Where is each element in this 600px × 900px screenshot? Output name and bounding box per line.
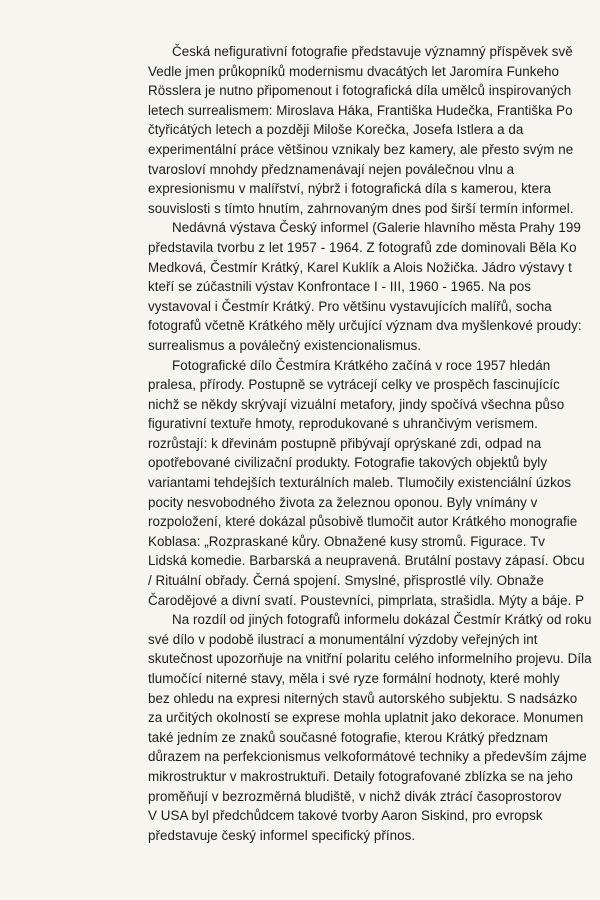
text-line: Medková, Čestmír Krátký, Karel Kuklík a Alois Nožička. Jádro výstavy t (148, 259, 572, 275)
text-line: pocity nesvobodného života za železnou oponou. Byly vnímány v (148, 494, 538, 510)
text-line: Čarodějové a divní svatí. Poustevníci, pimprlata, strašidla. Mýty a báje. P (148, 592, 585, 608)
text-line: tlumočící niterné stavy, měla i své ryze formální hodnoty, které mohly (148, 671, 560, 686)
text-line: Vedle jmen průkopníků modernismu dvacátých let Jaromíra Funkeho (148, 63, 560, 79)
text-line: variantami tehdejších texturálních maleb. Tlumočily existenciální úzkos (148, 475, 572, 491)
text-line: rozpoložení, které dokázal působivě tlumočit autor Krátkého monografie (148, 514, 578, 530)
text-line: za určitých okolností se exprese mohla uplatnit jako dekorace. Monumen (148, 710, 584, 726)
text-line: proměňují v bezrozměrná bludiště, v nichž divák ztrácí časoprostorov (148, 788, 562, 804)
text-line: letech surrealismem: Miroslava Háka, Františka Hudečka, Františka Po (148, 102, 573, 118)
text-line: / Rituální obřady. Černá spojení. Smyslné, přisprostlé víly. Obnaže (148, 573, 544, 589)
text-line: nichž se někdy skrývají vizuální metafory, jindy spočívá všechna půso (148, 396, 565, 412)
text-line: V USA byl předchůdcem takové tvorby Aaron Siskind, pro evropsk (148, 808, 543, 824)
text-line: bez ohledu na expresi niterných stavů autorského subjektu. S nadsázko (148, 690, 578, 706)
text-line: souvislosti s tímto hnutím, zahrnovaným dnes pod širší termín informel. (148, 200, 574, 216)
text-line: své dílo v podobě ilustrací a monumentální výzdoby veřejných int (148, 631, 538, 647)
text-line: tvarosloví mnohdy předznamenávají nejen poválečnou vlnu a (148, 161, 515, 177)
text-line: expresionismu v malířství, nýbrž i fotografická díla s kamerou, kterа (148, 181, 552, 197)
text-line: Nedávná výstava Český informel (Galerie hlavního města Prahy 199 (172, 220, 581, 236)
text-line: také jedním ze znaků současné fotografie, kterou Krátký předznam (148, 729, 548, 745)
text-line: figurativní textuře hmoty, reprodukované s uhrančivým verismem. (148, 416, 538, 432)
text-line: skutečnost upozorňuje na vnitřní polaritu celého informelního projevu. Díla (148, 651, 592, 667)
text-line: mikrostruktur v makrostruktuři. Detaily fotografované zblízka se na jeho (148, 768, 573, 784)
text-line: kteří se zúčastnili výstav Konfrontace I - III, 1960 - 1965. Na pos (148, 279, 531, 295)
body-text (148, 42, 600, 845)
text-line: surrealismus a poválečný existencionalismus. (148, 337, 422, 353)
text-line: Lidská komedie. Barbarská a neupravená. Brutální postavy zápasí. Obcu (148, 553, 585, 569)
text-line: Koblasa: „Rozpraskané kůry. Obnažené kusy stromů. Figurace. Tv (148, 533, 546, 549)
text-line: vystavoval i Čestmír Krátký. Pro většinu vystavujících malířů, socha (148, 298, 552, 314)
text-line: důrazem na perfekcionismus velkoformátové techniky a především zájme (148, 749, 587, 765)
text-line: představuje český informel specifický přínos. (148, 827, 416, 843)
text-line: pralesa, přírody. Postupně se vytrácejí celky ve prospěch fascinujícíc (148, 377, 560, 393)
text-line: Na rozdíl od jiných fotografů informelu dokázal Čestmír Krátký od roku (172, 612, 592, 628)
text-line: experimentální práce většinou vznikaly bez kamery, ale přesto svým ne (148, 141, 574, 157)
text-line: představila tvorbu z let 1957 - 1964. Z fotografů zde dominovali Běla Ko (148, 239, 577, 255)
text-line: rozrůstají: k dřevinám postupně přibývají oprýskané zdi, odpad na (148, 435, 542, 451)
text-line: Fotografické dílo Čestmíra Krátkého začíná v roce 1957 hledán (172, 357, 551, 373)
text-line: Česká nefigurativní fotografie představuje významný příspěvek svě (172, 44, 573, 59)
text-line: čtyřicátých letech a později Miloše Korečka, Josefa Istlera a da (148, 122, 524, 138)
text-line: fotografů včetně Krátkého měly určující význam dva myšlenkové proudy: (148, 318, 582, 334)
text-line: Rösslera je nutno připomenout i fotografická díla umělců inspirovaných (148, 83, 572, 99)
text-line: opotřebované civilizační produkty. Fotografie takových objektů byly (148, 455, 548, 471)
